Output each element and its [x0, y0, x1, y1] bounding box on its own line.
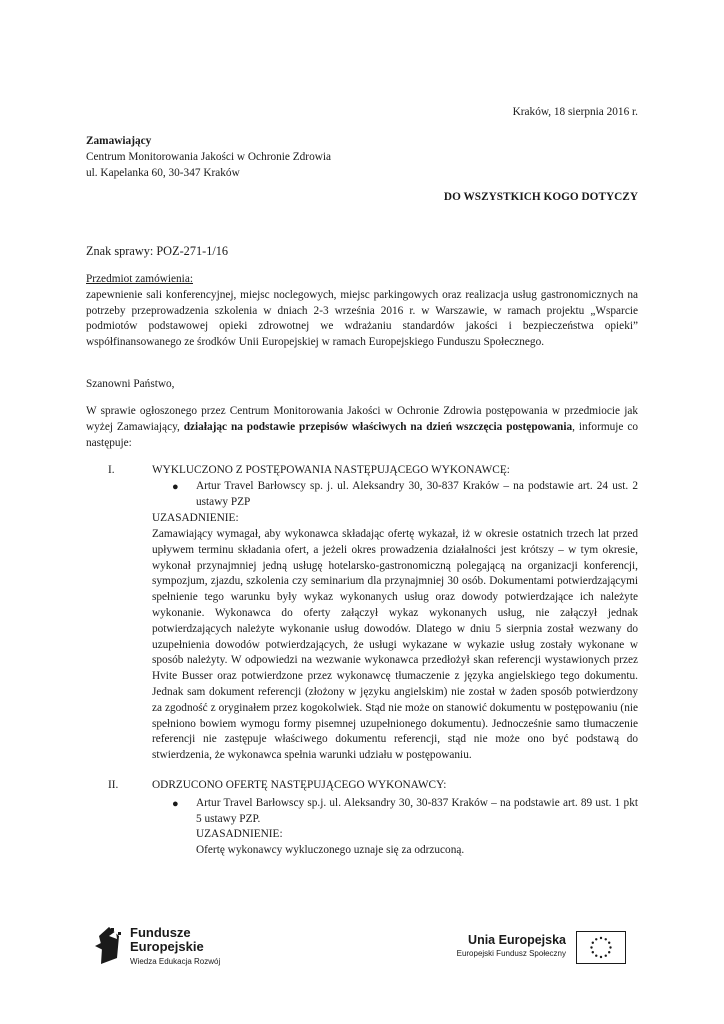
intro-bold: działając na podstawie przepisów właściwych na dzień wszczęcia postępowania	[183, 420, 573, 433]
intro-start: W sprawie ogłoszonego przez Centrum Monitorowania Jakości w Ochronie Zdrowia postępowania w przedmiocie jak wyżej Zamawiający,	[86, 405, 638, 433]
section-2-reason-label: UZASADNIENIE:	[196, 828, 283, 840]
buyer-block	[86, 134, 506, 181]
bullet-icon: ●	[172, 481, 179, 493]
unia-europejska-text	[457, 933, 566, 960]
case-number: Znak sprawy: POZ-271-1/16	[86, 244, 229, 258]
intro-end: , informuje co następuje:	[86, 420, 639, 449]
eu-stars	[590, 937, 611, 958]
buyer-title: Zamawiający	[86, 135, 152, 147]
addressee: DO WSZYSTKICH KOGO DOTYCZY	[443, 191, 638, 203]
eu-flag-icon	[576, 931, 626, 964]
section-1-bullet: Artur Travel Barłowscy sp. j. ul. Aleksandry 30, 30-837 Kraków – na podstawie art. 24 ust. 2 ustawy PZP	[196, 480, 638, 508]
fe-line1: Fundusze	[130, 925, 191, 940]
ue-subtitle: Europejski Fundusz Społeczny	[456, 949, 566, 958]
buyer-name: Centrum Monitorowania Jakości w Ochronie Zdrowia	[86, 150, 332, 163]
section-1-reason-text: Zamawiający wymagał, aby wykonawca składając ofertę wykazał, iż w okresie ostatnich trzech lat przed upływem terminu składania ofert, a jeżeli okres prowadzenia działalności jest krótszy – w tym okresie, wykonał przynajmniej jedną usługę hotelarsko-gastronomiczną polegającą na organizacji konferencji, sympozjum, zjazdu, szkolenia czy seminarium dla przynajmniej 30 osób. Dokumentami potwierdzającymi spełnienie tego warunku były wykaz wykonanych usług oraz dowody potwierdzające ich należyte wykonanie. Wykonawca do oferty załączył wykaz wykonanych usług, nie załączył jednak potwierdzających należyte wykonanie usług dowodów. Dlatego w dniu 5 sierpnia został wezwany do uzupełnienia dowodów potwierdzających, że usługi wykazane w wykazie usług zostały wykonane w sposób należyty. W odpowiedzi na wezwanie wykonawca przedłożył skan referencji wystawionych przez Hvite Busser oraz potwierdzone przez wykonawcę tłumaczenie z języka angielskiego tego dokumentu. Jednak sam dokument referencji (złożony w języku angielskim) nie został w żaden sposób potwierdzony za zgodność z oryginałem przez kogokolwiek. Stąd nie może on stanowić dokumentu w postępowaniu (nie spełniono bowiem wymogu formy pisemnej uzupełnionego dokumentu). Jednocześnie samo tłumaczenie referencji nie zastępuje właściwego dokumentu referencji, stąd nie może ono być podstawą do stwierdzenia, że wykonawca spełnia warunki udziału w postępowaniu.	[152, 528, 638, 762]
fundusze-europejskie-text	[130, 926, 220, 968]
buyer-address: ul. Kapelanka 60, 30-347 Kraków	[86, 166, 240, 179]
section-2-numeral: II.	[108, 779, 119, 791]
section-1-reason-label: UZASADNIENIE:	[152, 512, 239, 524]
intro-paragraph	[86, 404, 638, 451]
ue-title: Unia Europejska	[468, 933, 566, 947]
section-2-bullet: Artur Travel Barłowscy sp.j. ul. Aleksandry 30, 30-837 Kraków – na podstawie art. 89 ust. 1 pkt 5 ustawy PZP.	[196, 797, 638, 825]
date-line: Kraków, 18 sierpnia 2016 r.	[512, 106, 638, 118]
bullet-icon: ●	[172, 798, 179, 810]
section-2-reason-text: Ofertę wykonawcy wykluczonego uznaje się za odrzuconą.	[196, 844, 465, 856]
subject-label: Przedmiot zamówienia:	[86, 273, 193, 285]
greeting: Szanowni Państwo,	[86, 378, 175, 390]
fundusze-europejskie-logo-icon	[93, 924, 125, 966]
section-1-heading: WYKLUCZONO Z POSTĘPOWANIA NASTĘPUJĄCEGO WYKONAWCĘ:	[152, 464, 510, 476]
section-1-numeral: I.	[108, 464, 115, 476]
subject-text: zapewnienie sali konferencyjnej, miejsc noclegowych, miejsc parkingowych oraz realizacja usług gastronomicznych na potrzeby przeprowadzenia szkolenia w dniach 2-3 września 2016 r. w Warszawie, w ramach projektu „Wsparcie podmiotów podstawowej opieki zdrowotnej we wdrażaniu standardów jakości i bezpieczeństwa opieki” współfinansowanego ze środków Unii Europejskiej w ramach Europejskiego Funduszu Społecznego.	[86, 288, 638, 349]
fe-tagline: Wiedza Edukacja Rozwój	[130, 957, 221, 966]
subject-block	[86, 272, 638, 351]
section-2-heading: ODRZUCONO OFERTĘ NASTĘPUJĄCEGO WYKONAWCY:	[152, 779, 447, 791]
fe-line2: Europejskie	[130, 939, 204, 954]
